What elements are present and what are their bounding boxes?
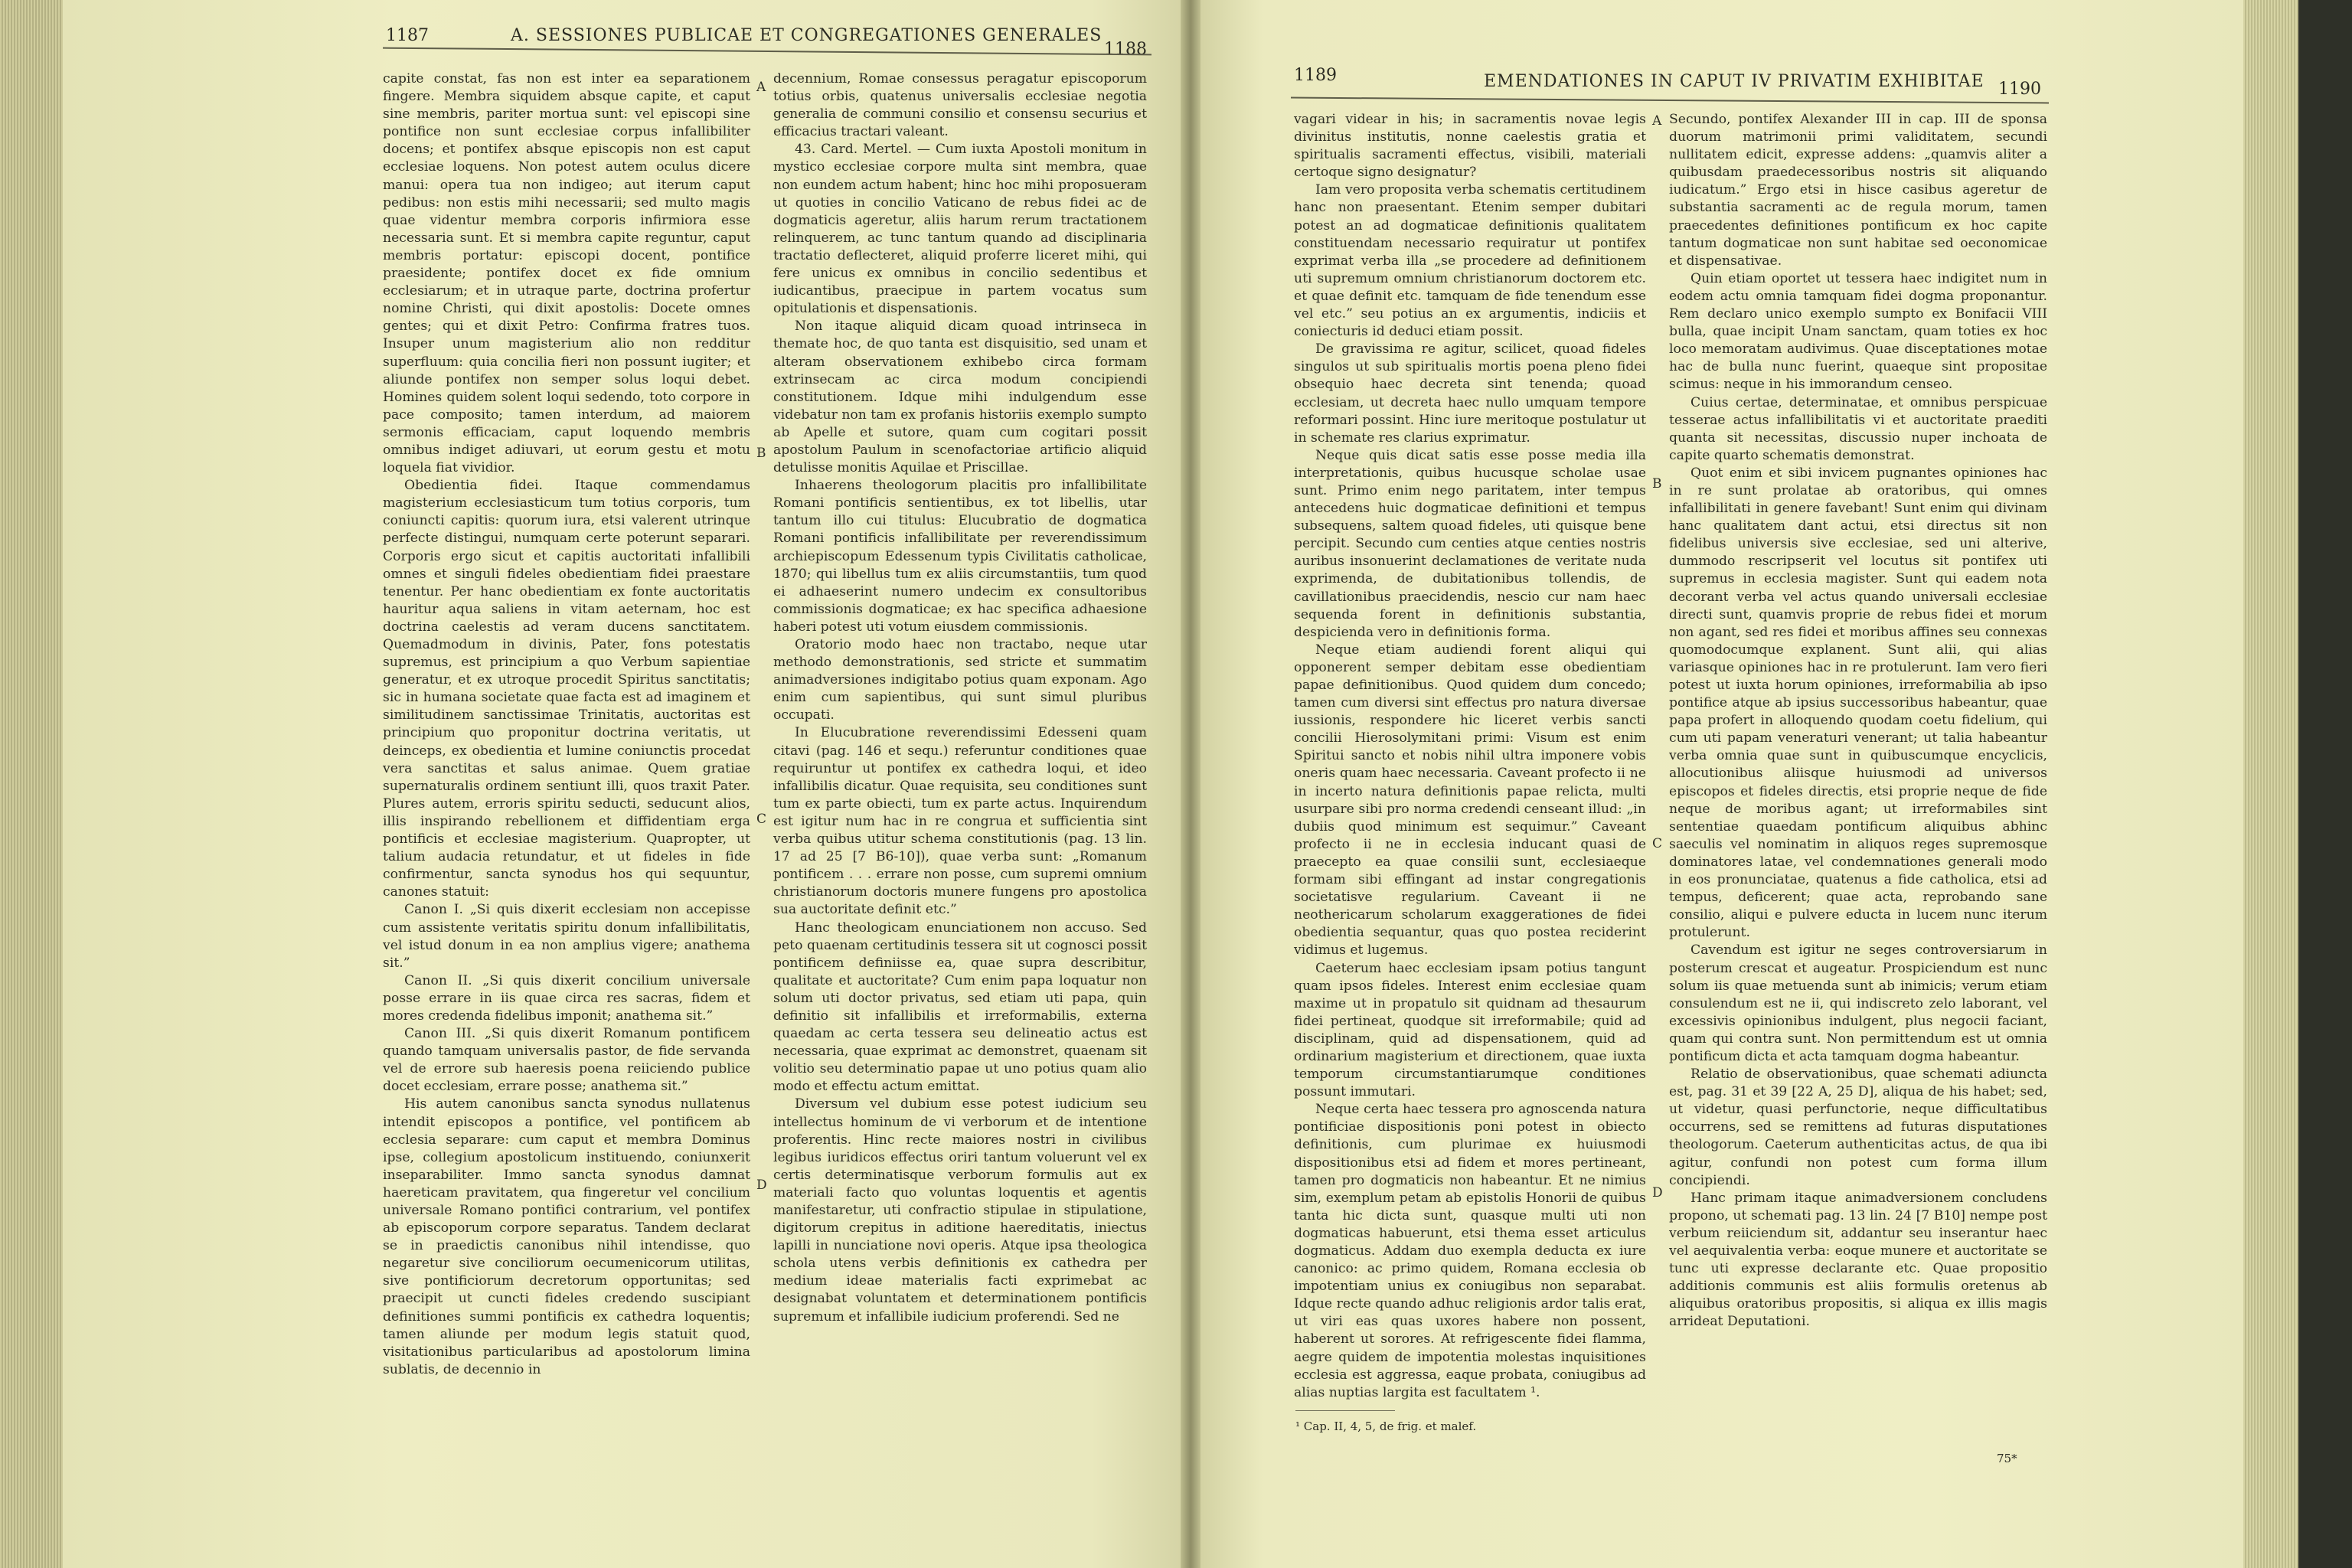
- paragraph: Relatio de observationibus, quae schemati adiuncta est, pag. 31 et 39 [22 A, 25 D], aliqua de his habet; sed, ut videtur, quasi perfunctorie, neque difficultatibus occurrens, sed se remittens ad futuras disputationes theologorum. Caeterum authenticitas actus, de qua ibi agitur, confundi non potest cum forma illum concipiendi.: [1669, 1067, 2047, 1188]
- right-page-column-2: [1669, 111, 2047, 1436]
- page-number-1188: 1188: [1104, 40, 1147, 59]
- paragraph: Neque etiam audiendi forent aliqui qui opponerent semper debitam esse obedientiam papae definitionibus. Quod quidem dum concedo; tamen cum diversi sint effectus pro natura diversae iussionis, respondere hic liceret verbis sancti concilii Hierosolymitani primi: Visum est enim Spiritui sancto et nobis nihil ultra imponere vobis oneris quam haec necessaria. Caveant profecto ii ne in incerto natura definitionis papae relicta, multi usurpare sibi pro norma credendi censeant illud: „in dubiis quod minimum est sequimur.” Caveant profecto ii ne in ecclesia inducant quasi de praecepto ea quae consilii sunt, ecclesiaeque formam sibi effingant ad instar congregationis societatisve regularium. Caveant ii ne neothericarum scholarum exaggerationes de fidei obedientia sequantur, quas quo postea reciderint vidimus et lugemus.: [1294, 642, 1646, 959]
- page-number-1189: 1189: [1294, 66, 1337, 85]
- margin-marker-d: D: [1652, 1185, 1663, 1200]
- footnote-rule: [1295, 1410, 1395, 1411]
- paragraph: In Elucubratione reverendissimi Edesseni quam citavi (pag. 146 et sequ.) referuntur conditiones quae requiruntur ut pontifex ex cathedra loqui, et ideo infallibilis dicatur. Quae requisita, seu conditiones sunt tum ex parte obiecti, tum ex parte actus. Inquirendum est igitur num hac in re congrua et sufficientia sint verba quibus utitur schema constitutionis (pag. 13 lin. 17 ad 25 [7 B6-10]), quae verba sunt: „Romanum pontificem . . . errare non posse, cum supremi omnium christianorum doctoris munere fungens pro apostolica sua auctoritate definit etc.”: [773, 725, 1147, 918]
- paragraph: Cuius certae, determinatae, et omnibus perspicuae tesserae actus infallibilitatis vi et auctoritate praediti quanta sit necessitas, discussio nuper inchoata de capite quarto schematis demonstrat.: [1669, 394, 2047, 463]
- running-header-left: A. SESSIONES PUBLICAE ET CONGREGATIONES GENERALES: [511, 26, 1102, 45]
- margin-marker-b: B: [756, 446, 766, 461]
- paragraph: Hanc theologicam enunciationem non accuso. Sed peto quaenam certitudinis tessera sit ut cognosci possit pontificem definiisse ea, quae supra describitur, qualitate et auctoritate? Cum enim papa loquatur non solum uti doctor privatus, sed etiam uti papa, quin definitio sit infallibilis et irreformabilis, externa quaedam ac certa tessera seu delineatio actus est necessaria, quae exprimat ac demonstret, quaenam sit volitio seu determinatio papae ut uno potius quam alio modo et effectu actum emittat.: [773, 920, 1147, 1095]
- canon-3: Canon III. „Si quis dixerit Romanum pontificem quando tamquam universalis pastor, de fide servanda vel de errore sub haeresis poena reiiciendo publice docet ecclesiam, errare posse; anathema sit.”: [383, 1026, 750, 1095]
- margin-marker-d: D: [756, 1178, 767, 1193]
- paragraph: decennium, Romae consessus peragatur episcoporum totius orbis, quatenus universalis ecclesiae negotia generalia de communi consilio et consensu securius et efficacius tractari valeant.: [773, 71, 1147, 140]
- margin-marker-c: C: [1652, 836, 1663, 851]
- paragraph: De gravissima re agitur, scilicet, quoad fideles singulos ut sub spiritualis mortis poena pleno fidei obsequio haec decreta sint tenenda; quoad ecclesiam, ut decreta haec nullo umquam tempore reformari possint. Hinc iure meritoque postulatur ut in schemate res clarius exprimatur.: [1294, 341, 1646, 446]
- paragraph: Cavendum est igitur ne seges controversiarum in posterum crescat et augeatur. Prospiciendum est nunc solum iis quae metuenda sunt ab inimicis; verum etiam consulendum est ne ii, qui indiscreto zelo laborant, vel excessivis opinionibus indulgent, plus negocii faciant, quam qui contra sunt. Non permittendum est ut omnia pontificum dicta et acta tamquam dogma habeantur.: [1669, 942, 2047, 1064]
- left-page: [63, 0, 1181, 1568]
- background-right: [2298, 0, 2352, 1568]
- header-rule-right: [1291, 97, 2049, 104]
- paragraph: Inhaerens theologorum placitis pro infallibilitate Romani pontificis sentientibus, ex tot libellis, utar tantum illo cui titulus: Elucubratio de dogmatica Romani pontificis infallibilitate per reverendissimum archiepiscopum Edessenum typis Civilitatis catholicae, 1870; qui libellus tum ex aliis circumstantiis, tum quod ei adhaeserint numero undecim ex consultoribus commissionis dogmaticae; ex hac specifica adhaesione haberi potest uti votum eiusdem commissionis.: [773, 478, 1147, 635]
- paragraph: Obedientia fidei. Itaque commendamus magisterium ecclesiasticum tum totius corporis, tum coniuncti capitis: quorum iura, etsi valerent utrinque perfecte distingui, numquam certe poterunt separari. Corporis ergo sicut et capitis auctoritati infallibili omnes et singuli fideles obedientiam fidei praestare tenentur. Per hanc obedientiam ex fonte auctoritatis hauritur aqua saliens in vitam aeternam, hoc est doctrina caelestis ad veram ducens sanctitatem. Quemadmodum in divinis, Pater, fons potestatis supremus, est principium a quo Verbum sapientiae generatur, et ex utroque procedit Spiritus sanctitatis; sic in humana societate quae facta est ad imaginem et similitudinem sanctissimae Trinitatis, auctoritas est principium quo proponitur doctrina veritatis, ut deinceps, ex obedientia et lumine coniunctis procedat vera sanctitas et salus animae. Quem gratiae supernaturalis ordinem sentiunt illi, quos traxit Pater. Plures autem, erroris spiritu seducti, seducunt alios, illis inspirando rebellionem et diffidentiam erga pontificis et ecclesiae magisterium. Quapropter, ut talium audacia retundatur, et ut fideles in fide confirmentur, sancta synodus hos qui sequuntur, canones statuit:: [383, 478, 750, 900]
- paragraph-card-mertel: 43. Card. Mertel. — Cum iuxta Apostoli monitum in mystico ecclesiae corpore multa sint membra, quae non eundem actum habent; hinc hoc mihi proposueram ut quoties in concilio Vaticano de rebus fidei ac de dogmaticis ageretur, aliis harum rerum tractationem relinquerem, ac tunc tantum quando ad disciplinaria tractatio deflecteret, aliquid proferre liceret mihi, qui fere unicus ex omnibus in concilio sedentibus et iudicantibus, praecipue in partem vocatus sum opitulationis et dispensationis.: [773, 142, 1147, 317]
- paragraph: Caeterum haec ecclesiam ipsam potius tangunt quam ipsos fideles. Interest enim ecclesiae quam maxime ut in propatulo sit quidnam ad thesaurum fidei pertineat, quodque sit irreformabile; quid ad disciplinam, quid ad dispensationem, quid ad ordinarium magisterium et directionem, quae iuxta temporum circumstantiarumque conditiones possunt immutari.: [1294, 960, 1646, 1100]
- book-gutter: [1181, 0, 1200, 1568]
- page-number-1190: 1190: [1998, 80, 2041, 99]
- margin-marker-a: A: [756, 80, 766, 95]
- paragraph: Neque quis dicat satis esse posse media illa interpretationis, quibus hucusque scholae usae sunt. Primo enim nego paritatem, inter tempus antecedens huic dogmaticae definitioni et tempus subsequens, saltem quoad fideles, uti quisque bene percipit. Secundo cum centies atque centies nostris auribus insonuerint declamationes de veritate nuda exprimenda, de dubitationibus tollendis, de cavillationibus praecidendis, nescio cur nam haec sequenda forent in definitionis substantia, despicienda vero in definitionis forma.: [1294, 447, 1646, 640]
- paragraph: His autem canonibus sancta synodus nullatenus intendit episcopos a pontifice, vel pontificem ab ecclesia separare: cum caput et membra Dominus ipse, collegium apostolicum instituendo, coniunxerit inseparabiliter. Immo sancta synodus damnat haereticam pravitatem, qua fingeretur vel concilium universale Romano pontifici contrarium, vel pontifex ab episcoporum corpore separatus. Tandem declarat se in praedictis canonibus nihil intendisse, quo negaretur sive conciliorum oecumenicorum utilitas, sive pontificiorum decretorum opportunitas; sed praecipit ut cuncti fideles credendo suscipiant definitiones summi pontificis ex cathedra loquentis; tamen aliunde per modum legis statuit quod, visitationibus particularibus ad apostolorum limina sublatis, de decennio in: [383, 1096, 750, 1377]
- margin-marker-b: B: [1652, 476, 1662, 492]
- paragraph: Iam vero proposita verba schematis certitudinem hanc non praesentant. Etenim semper dubitari potest an ad dogmaticae definitionis qualitatem constituendam necessario requiratur ut pontifex exprimat verba illa „se procedere ad definitionem uti supremum omnium christianorum doctorem etc. et quae definit etc. tamquam de fide tenendum esse vel etc.” seu potius an ex argumentis, indiciis et coniecturis id deduci etiam possit.: [1294, 182, 1646, 340]
- paragraph: vagari videar in his; in sacramentis novae legis divinitus institutis, nonne caelestis gratia et spiritualis sacramenti effectus, visibili, materiali certoque signo designatur?: [1294, 112, 1646, 181]
- canon-1: Canon I. „Si quis dixerit ecclesiam non accepisse cum assistente veritatis spiritu donum infallibilitatis, vel istud donum in ea non amplius vigere; anathema sit.”: [383, 902, 750, 971]
- book-edge-left: [0, 0, 63, 1568]
- margin-marker-a: A: [1652, 113, 1662, 129]
- paragraph: Quot enim et sibi invicem pugnantes opiniones hac in re sunt prolatae ab oratoribus, qui omnes infallibilitati in genere favebant! Sunt enim qui divinam hanc qualitatem dant actui, etsi directus sit non fidelibus universis sive ecclesiae, sed uni alterive, dummodo rescripserit vel locutus sit pontifex uti supremus in ecclesia magister. Sunt qui eadem nota decorant verba vel actus quando universali ecclesiae directi sunt, quamvis proprie de rebus fidei et morum non agant, sed res fidei et moribus affines seu connexas quomodocumque explanent. Sunt alii, qui alias variasque opiniones hac in re protulerunt. Iam vero fieri potest ut iuxta horum opiniones, irreformabilia ab ipso pontifice atque ab ipsius successoribus habeantur, quae papa profert in alloquendo quodam coetu fidelium, qui cum uti papam veneraturi venerant; ut talia habeantur verba omnia quae sunt in quibuscumque encyclicis, allocutionibus aliisque huiusmodi ad universos episcopos et fideles directis, etsi proprie neque de fide neque de moribus agant; ut irreformabiles sint sententiae quaedam pontificum aliquibus abhinc saeculis vel nominatim in aliquos reges supremosque dominatores latae, vel condemnationes generali modo in eos pronunciatae, quatenus a fide catholica, etsi ad tempus, deficerent; quae acta, reprobando sane consilio, aliqui e pulvere educta in lucem nunc iterum protulerunt.: [1669, 465, 2047, 941]
- paragraph: Non itaque aliquid dicam quoad intrinseca in themate hoc, de quo tanta est disquisitio, sed unam et alteram observationem exhibebo circa formam extrinsecam ac circa modum concipiendi constitutionem. Idque mihi indulgendum esse videbatur non tam ex profanis historiis exemplo sumpto ab Apelle et sutore, quam cum cogitari possit apostolum Paulum in scenofactoriae artificio aliquid detulisse monitis Aquilae et Priscillae.: [773, 318, 1147, 476]
- paragraph: Secundo, pontifex Alexander III in cap. III de sponsa duorum matrimonii primi validitatem, secundi nullitatem edicit, expresse addens: „quamvis aliter a quibusdam praedecessoribus nostris sit aliquando iudicatum.” Ergo etsi in hisce casibus ageretur de substantia sacramenti ac de regula morum, tamen praecedentes definitiones pontificum ex hoc capite tantum dogmaticae non sunt habitae sed oeconomicae et dispensativae.: [1669, 112, 2047, 269]
- paragraph: Diversum vel dubium esse potest iudicium seu intellectus hominum de vi verborum et de intentione proferentis. Hinc recte maiores nostri in civilibus legibus iuridicos effectus oriri tantum voluerunt vel ex certis determinatisque verborum formulis aut ex materiali facto quo voluntas loquentis et agentis manifestaretur, uti confractio stipulae in stipulatione, digitorum crepitus in aditione haereditatis, iniectus lapilli in nunciatione novi operis. Atque ipsa theologica schola utens verbis definitionis ex cathedra per medium ideae materialis facti exprimebat ac designabat voluntatem et determinationem pontificis supremum et infallibile iudicium proferendi. Sed ne: [773, 1096, 1147, 1325]
- paragraph: Hanc primam itaque animadversionem concludens propono, ut schemati pag. 13 lin. 24 [7 B10] nempe post verbum reiiciendum sit, addantur seu inserantur haec vel aequivalentia verba: eoque munere et auctoritate se tunc uti expresse declarante etc. Quae propositio additionis communis est aliis formulis oretenus ab aliquibus oratoribus propositis, si aliqua ex illis magis arrideat Deputationi.: [1669, 1190, 2047, 1330]
- margin-marker-c: C: [756, 812, 767, 827]
- paragraph: Quin etiam oportet ut tessera haec indigitet num in eodem actu omnia tamquam fidei dogma proponantur. Rem declaro unico exemplo sumpto ex Bonifacii VIII bulla, quae incipit Unam sanctam, quam toties ex hoc loco memoratam audivimus. Quae disceptationes motae hac de bulla nunc fuerint, quaeque sint propositae scimus: neque in his immorandum censeo.: [1669, 270, 2047, 393]
- paragraph: capite constat, fas non est inter ea separationem fingere. Membra siquidem absque capite, et caput sine membris, pariter mortua sunt: vel episcopi sine pontifice non sunt ecclesiae corpus infallibiliter docens; et pontifex absque episcopis non est caput ecclesiae loquens. Non potest autem oculus dicere manui: opera tua non indigeo; aut iterum caput pedibus: non estis mihi necessarii; sed multo magis quae videntur membra corporis infirmiora esse necessaria sunt. Et si membra capite reguntur, caput membris portatur: episcopi docent, pontifice praesidente; pontifex docet ex fide omnium ecclesiarum; et in utraque parte, doctrina profertur nomine Christi, qui dixit apostolis: Docete omnes gentes; qui et dixit Petro: Confirma fratres tuos. Insuper unum magisterium alio non redditur superfluum: quia concilia fieri non possunt iugiter; et aliunde pontifex non semper solus loqui debet. Homines quidem solent loqui sedendo, toto corpore in pace composito; tamen interdum, ad maiorem sermonis efficaciam, caput loquendo membris omnibus indiget adiuvari, ut eorum gestu et motu loquela fiat vividior.: [383, 71, 750, 476]
- footnote: ¹ Cap. II, 4, 5, de frig. et malef.: [1295, 1419, 1477, 1433]
- right-page-column-1: [1294, 111, 1646, 1400]
- header-rule-left: [383, 47, 1152, 56]
- paragraph: Neque certa haec tessera pro agnoscenda natura pontificiae dispositionis poni potest in obiecto definitionis, cum plurimae ex huiusmodi dispositionibus etsi ad fidem et mores pertineant, tamen pro dogmaticis non habeantur. Et ne nimius sim, exemplum petam ab epistolis Honorii de quibus tanta hic dicta sunt, quasque multi uti non dogmaticas habuerunt, etsi thema esset articulus dogmaticus. Addam duo exempla deducta ex iure canonico: ac primo quidem, Romana ecclesia ob impotentiam unius ex coniugibus non separabat. Idque recte quando adhuc religionis ardor talis erat, ut viri eas quas uxores habere non possent, haberent ut sorores. At refrigescente fidei flamma, aegre quidem de impotentia molestas inquisitiones ecclesia est aggressa, eaque probata, coniugibus ad alias nuptias largita est facultatem ¹.: [1294, 1102, 1646, 1400]
- left-page-column-2: [773, 70, 1147, 1544]
- page-number-1187: 1187: [386, 26, 429, 45]
- paragraph: Oratorio modo haec non tractabo, neque utar methodo demonstrationis, sed stricte et summatim animadversiones indigitabo potius quam exponam. Ago enim cum sapientibus, qui sunt simul pluribus occupati.: [773, 637, 1147, 724]
- canon-2: Canon II. „Si quis dixerit concilium universale posse errare in iis quae circa res sacras, fidem et mores credenda fidelibus imponit; anathema sit.”: [383, 972, 750, 1024]
- running-header-right: EMENDATIONES IN CAPUT IV PRIVATIM EXHIBITAE: [1484, 72, 1984, 91]
- book-edge-right: [2243, 0, 2298, 1568]
- left-page-column-1: [383, 70, 750, 1544]
- signature-mark: 75*: [1997, 1452, 2017, 1465]
- right-page: [1200, 0, 2243, 1568]
